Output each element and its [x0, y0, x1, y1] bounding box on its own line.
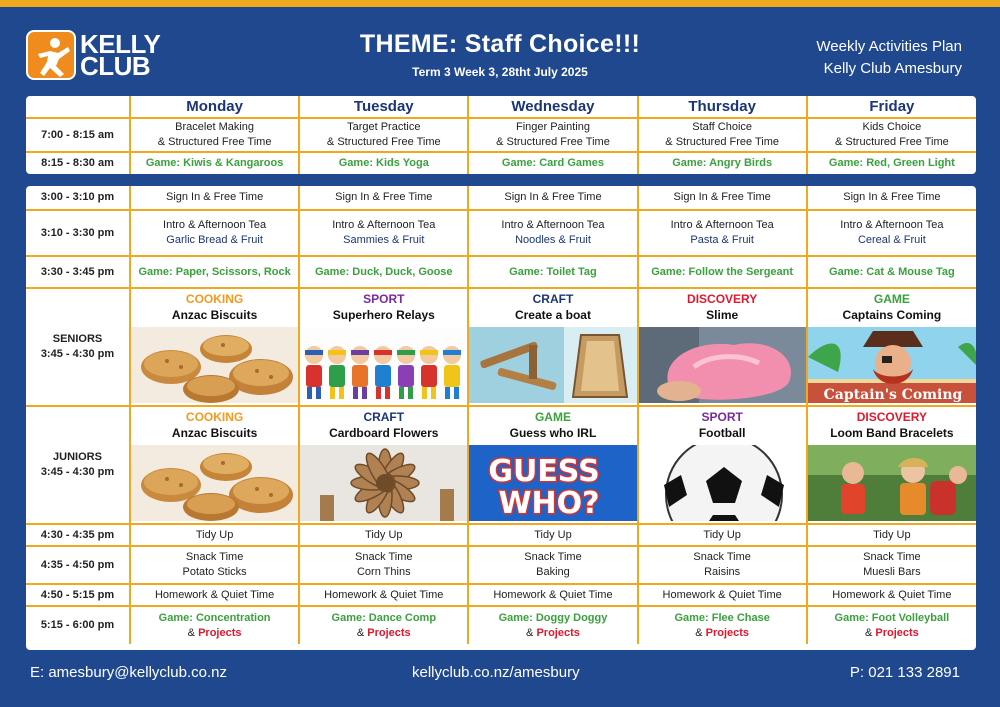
projects-text: Projects	[198, 626, 242, 639]
group-time-cell	[26, 288, 130, 406]
program-cell	[638, 406, 807, 524]
activity-cell	[638, 606, 807, 644]
activity-cell	[299, 118, 468, 152]
activity-cell	[807, 546, 976, 584]
seniors-row	[26, 288, 976, 406]
table-row	[26, 524, 976, 546]
activity-cell: Sign In & Free Time	[807, 186, 976, 210]
group-time: 3:45 - 4:30 pm	[40, 466, 115, 478]
category-label: GAME	[873, 292, 910, 306]
game-cell: Game: Card Games	[468, 152, 637, 174]
club-location: Kelly Club Amesbury	[823, 60, 962, 77]
activity-cell	[299, 210, 468, 256]
biscuits-image	[131, 445, 298, 521]
activity-cell: Tidy Up	[807, 524, 976, 546]
footer-website[interactable]: kellyclub.co.nz/amesbury	[412, 664, 580, 681]
activity-cell	[638, 118, 807, 152]
food-text: Cereal & Fruit	[857, 234, 926, 246]
guess-who-image-text: WHO?	[498, 486, 600, 521]
amp-text: &	[356, 626, 365, 639]
term-week-subtitle: Term 3 Week 3, 28tht July 2025	[412, 65, 588, 79]
program-cell	[299, 406, 468, 524]
food-text: Sammies & Fruit	[343, 234, 425, 246]
afternoon-table	[26, 186, 976, 644]
category-label: COOKING	[185, 292, 244, 306]
activity-cell	[807, 210, 976, 256]
activity-cell	[638, 210, 807, 256]
program-cell	[130, 406, 299, 524]
projects-text: Projects	[875, 626, 919, 639]
logo-line-2: CLUB	[80, 51, 151, 81]
activity-text: Snack Time	[524, 551, 582, 563]
time-cell: 3:30 - 3:45 pm	[26, 256, 130, 288]
group-time: 3:45 - 4:30 pm	[40, 348, 115, 360]
activity-cell: Homework & Quiet Time	[638, 584, 807, 606]
game-text: Game: Foot Volleyball	[834, 611, 950, 624]
category-label: DISCOVERY	[687, 292, 758, 306]
theme-title: THEME: Staff Choice!!!	[359, 30, 641, 58]
corner-cell	[26, 96, 130, 118]
cardboard-flowers-image	[300, 445, 467, 521]
activity-title: Create a boat	[514, 308, 591, 322]
game-text: Game: Flee Chase	[674, 611, 770, 624]
activity-text: Intro & Afternoon Tea	[670, 219, 774, 231]
food-text: Garlic Bread & Fruit	[166, 234, 263, 246]
game-cell: Game: Duck, Duck, Goose	[299, 256, 468, 288]
time-cell: 4:35 - 4:50 pm	[26, 546, 130, 584]
activity-cell: Sign In & Free Time	[468, 186, 637, 210]
boat-image	[469, 327, 636, 403]
game-cell: Game: Kiwis & Kangaroos	[130, 152, 299, 174]
activity-cell: Homework & Quiet Time	[468, 584, 637, 606]
activity-cell: Homework & Quiet Time	[130, 584, 299, 606]
game-cell: Game: Paper, Scissors, Rock	[130, 256, 299, 288]
activity-subtext: & Structured Free Time	[496, 136, 610, 148]
guess-who-image	[469, 445, 636, 521]
category-label: DISCOVERY	[856, 410, 927, 424]
footer-phone: P: 021 133 2891	[849, 664, 960, 681]
activity-cell: Homework & Quiet Time	[299, 584, 468, 606]
day-header: Friday	[807, 96, 976, 118]
slime-image	[639, 327, 806, 403]
activity-text: Intro & Afternoon Tea	[501, 219, 605, 231]
amp-text: &	[187, 626, 196, 639]
category-label: CRAFT	[363, 410, 405, 424]
captains-coming-image-text: Captain's Coming	[823, 387, 963, 403]
category-label: SPORT	[701, 410, 743, 424]
activity-title: Anzac Biscuits	[171, 426, 258, 440]
table-row	[26, 584, 976, 606]
header-center	[300, 30, 700, 79]
activity-title: Anzac Biscuits	[171, 308, 258, 322]
activity-title: Superhero Relays	[332, 308, 435, 322]
program-cell	[468, 288, 637, 406]
program-cell	[638, 288, 807, 406]
table-row	[26, 118, 976, 152]
snack-text: Baking	[536, 566, 570, 578]
day-header: Wednesday	[468, 96, 637, 118]
logo-line-1: KELLY	[80, 29, 161, 59]
game-text: Game: Concentration	[158, 611, 271, 624]
category-label: SPORT	[363, 292, 405, 306]
activity-text: Snack Time	[355, 551, 413, 563]
activity-cell: Tidy Up	[130, 524, 299, 546]
activity-cell	[299, 546, 468, 584]
kids-outdoors-image	[808, 445, 976, 521]
program-cell	[130, 288, 299, 406]
activity-subtext: & Structured Free Time	[665, 136, 780, 148]
activity-cell	[468, 210, 637, 256]
table-row	[26, 210, 976, 256]
time-cell: 3:10 - 3:30 pm	[26, 210, 130, 256]
time-cell: 4:30 - 4:35 pm	[26, 524, 130, 546]
amp-text: &	[695, 626, 703, 639]
day-header-row	[26, 96, 976, 118]
activity-cell	[130, 606, 299, 644]
biscuits-image	[131, 327, 298, 403]
game-text: Game: Doggy Doggy	[498, 611, 608, 624]
time-cell: 7:00 - 8:15 am	[26, 118, 130, 152]
kelly-club-logo-text	[80, 29, 161, 81]
food-text: Pasta & Fruit	[690, 234, 754, 246]
group-label: SENIORS	[52, 333, 103, 345]
category-label: CRAFT	[532, 292, 574, 306]
activity-cell	[130, 210, 299, 256]
table-row	[26, 186, 976, 210]
snack-text: Potato Sticks	[182, 566, 247, 578]
table-row	[26, 152, 976, 174]
activity-text: Snack Time	[863, 551, 921, 563]
pirate-image	[808, 327, 976, 403]
activity-title: Cardboard Flowers	[329, 426, 439, 440]
snack-text: Raisins	[704, 566, 741, 578]
activity-cell	[468, 118, 637, 152]
activity-text: Finger Painting	[515, 121, 590, 133]
activity-title: Football	[698, 426, 746, 440]
activity-cell	[807, 118, 976, 152]
program-cell	[299, 288, 468, 406]
kelly-club-logo-icon	[26, 30, 76, 80]
group-label: JUNIORS	[53, 451, 102, 463]
game-cell: Game: Red, Green Light	[807, 152, 976, 174]
activity-subtext: & Structured Free Time	[157, 136, 272, 148]
time-cell: 4:50 - 5:15 pm	[26, 584, 130, 606]
activity-text: Bracelet Making	[175, 121, 255, 133]
time-cell: 5:15 - 6:00 pm	[26, 606, 130, 644]
activity-cell: Tidy Up	[299, 524, 468, 546]
activity-title: Loom Band Bracelets	[830, 426, 954, 440]
game-cell: Game: Toilet Tag	[468, 256, 637, 288]
activity-cell: Tidy Up	[638, 524, 807, 546]
food-text: Noodles & Fruit	[515, 234, 591, 246]
day-header: Monday	[130, 96, 299, 118]
projects-text: Projects	[367, 626, 411, 639]
activity-cell: Sign In & Free Time	[299, 186, 468, 210]
afternoon-schedule-panel	[26, 186, 976, 650]
activity-title: Guess who IRL	[509, 426, 597, 440]
game-text: Game: Dance Comp	[331, 611, 437, 624]
guess-who-image-text: GUESS	[488, 454, 601, 489]
program-cell	[468, 406, 637, 524]
activity-cell	[130, 118, 299, 152]
activity-text: Snack Time	[693, 551, 751, 563]
footer-email[interactable]: E: amesbury@kellyclub.co.nz	[30, 664, 227, 681]
morning-schedule-panel	[26, 96, 976, 174]
activity-title: Captains Coming	[842, 308, 942, 322]
snack-text: Corn Thins	[356, 566, 411, 578]
activity-cell	[807, 606, 976, 644]
amp-text: &	[864, 626, 873, 639]
activity-cell: Sign In & Free Time	[130, 186, 299, 210]
activity-subtext: & Structured Free Time	[835, 136, 949, 148]
superheroes-image	[300, 327, 467, 403]
game-cell: Game: Kids Yoga	[299, 152, 468, 174]
activity-text: Kids Choice	[862, 121, 922, 133]
category-label: GAME	[534, 410, 571, 424]
activity-text: Intro & Afternoon Tea	[332, 219, 436, 231]
activity-cell	[299, 606, 468, 644]
kelly-club-logo	[26, 30, 160, 80]
category-label: COOKING	[185, 410, 244, 424]
morning-table	[26, 96, 976, 174]
time-cell: 8:15 - 8:30 am	[26, 152, 130, 174]
group-time-cell	[26, 406, 130, 524]
projects-text: Projects	[536, 626, 580, 639]
activity-text: Staff Choice	[692, 121, 753, 133]
plan-title: Weekly Activities Plan	[816, 38, 962, 55]
time-cell: 3:00 - 3:10 pm	[26, 186, 130, 210]
day-header: Thursday	[638, 96, 807, 118]
table-row	[26, 256, 976, 288]
activity-text: Target Practice	[347, 121, 421, 133]
header-right	[816, 36, 962, 80]
program-cell	[807, 406, 976, 524]
activity-text: Snack Time	[185, 551, 244, 563]
activity-text: Intro & Afternoon Tea	[840, 219, 944, 231]
table-row	[26, 606, 976, 644]
game-cell: Game: Angry Birds	[638, 152, 807, 174]
activity-cell	[468, 606, 637, 644]
football-image	[639, 445, 806, 521]
game-cell: Game: Cat & Mouse Tag	[807, 256, 976, 288]
game-cell: Game: Follow the Sergeant	[638, 256, 807, 288]
activity-subtext: & Structured Free Time	[326, 136, 441, 148]
juniors-row	[26, 406, 976, 524]
activity-cell	[638, 546, 807, 584]
activity-text: Intro & Afternoon Tea	[163, 219, 267, 231]
program-cell	[807, 288, 976, 406]
activity-cell: Homework & Quiet Time	[807, 584, 976, 606]
projects-text: Projects	[705, 626, 750, 639]
day-header: Tuesday	[299, 96, 468, 118]
amp-text: &	[526, 626, 534, 639]
table-row	[26, 546, 976, 584]
activity-title: Slime	[706, 308, 739, 322]
top-accent-bar	[0, 0, 1000, 7]
activity-cell: Sign In & Free Time	[638, 186, 807, 210]
activity-cell	[468, 546, 637, 584]
activity-cell	[130, 546, 299, 584]
activity-cell: Tidy Up	[468, 524, 637, 546]
snack-text: Muesli Bars	[863, 566, 921, 578]
